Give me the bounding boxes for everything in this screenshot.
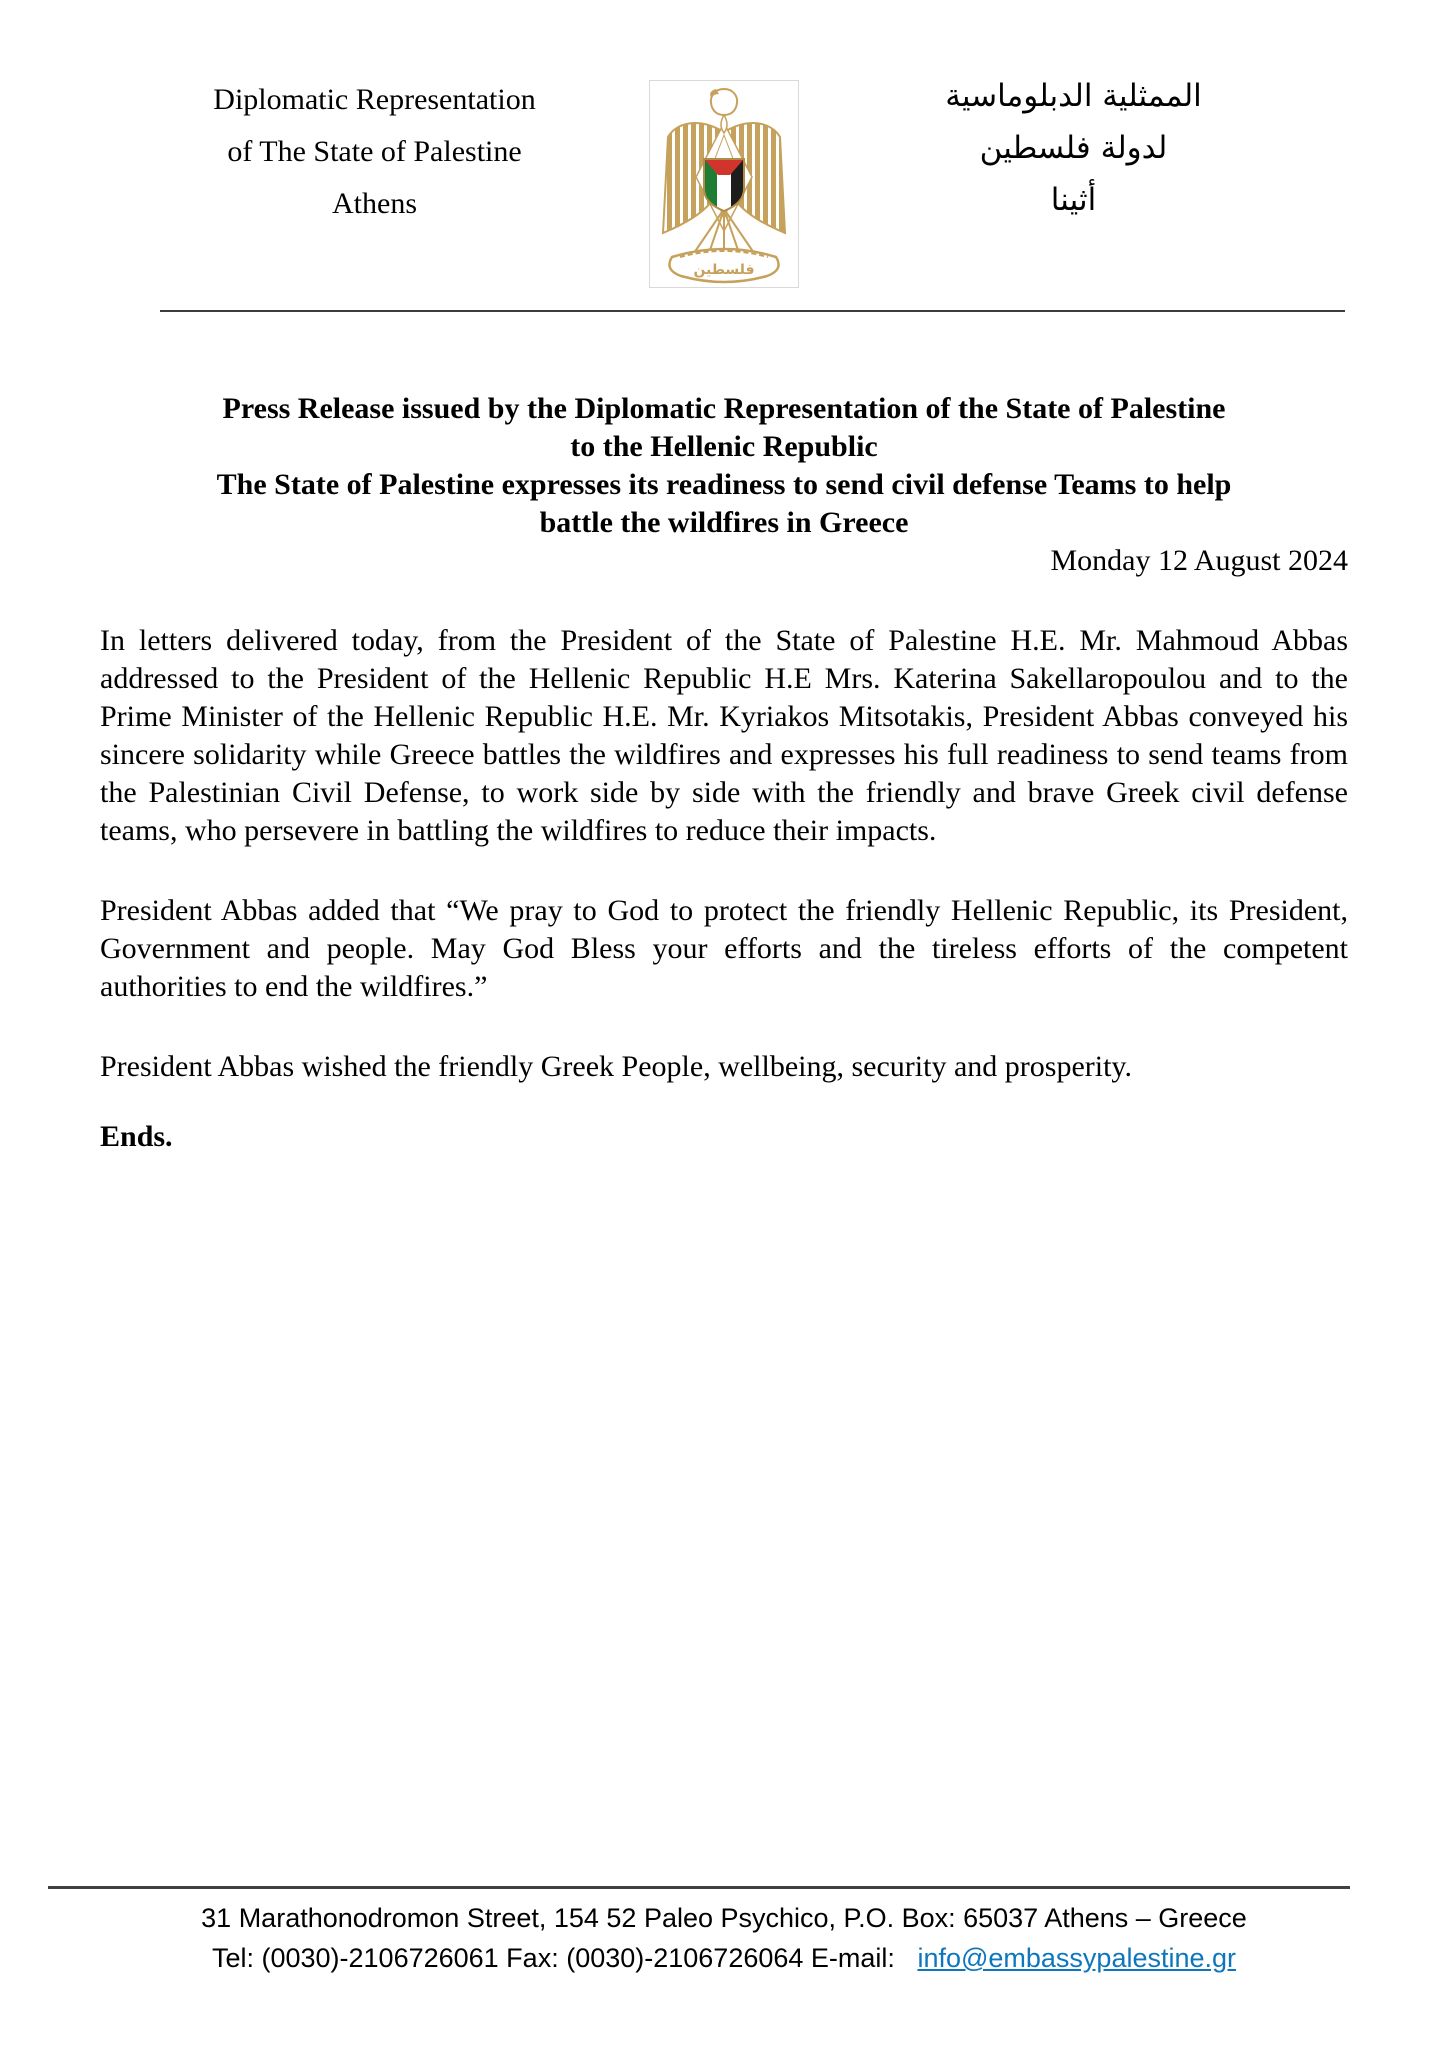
footer bbox=[0, 1898, 1448, 1978]
body-paragraph: President Abbas wished the friendly Greek People, wellbeing, security and prosperity. bbox=[100, 1050, 1132, 1083]
palestine-coat-of-arms-icon bbox=[650, 81, 798, 287]
body-paragraph: In letters delivered today, from the President of the State of Palestine H.E. Mr. Mahmoud Abbas addressed to the President of the Hellenic Republic H.E Mrs. Katerina Sakellaropoulou and to the Prime Minister of the Hellenic Republic H.E. Mr. Kyriakos Mitsotakis, President Abbas conveyed his sincere solidarity while Greece battles the wildfires and expresses his full readiness to send teams from the Palestinian Civil Defense, to work side by side with the friendly and brave Greek civil defense teams, who persevere in battling the wildfires to reduce their impacts. bbox=[100, 624, 1348, 847]
org-name-ar-line3: أثينا bbox=[1050, 182, 1097, 218]
logo-banner-text: فلسطين bbox=[693, 262, 755, 278]
letterhead bbox=[0, 0, 1448, 288]
ends-marker: Ends. bbox=[100, 1120, 173, 1153]
header-divider bbox=[160, 310, 1345, 312]
release-body bbox=[100, 622, 1348, 1156]
footer-email-link[interactable]: info@embassypalestine.gr bbox=[917, 1943, 1237, 1973]
spacer bbox=[902, 1943, 910, 1973]
org-name-en-line3: Athens bbox=[332, 187, 417, 220]
org-name-en-line2: of The State of Palestine bbox=[227, 135, 522, 168]
footer-contact-line bbox=[0, 1938, 1448, 1978]
release-date: Monday 12 August 2024 bbox=[1050, 544, 1348, 577]
org-name-en-line1: Diplomatic Representation bbox=[213, 83, 536, 116]
footer-divider bbox=[48, 1886, 1350, 1889]
footer-contact-label: Tel: (0030)-2106726061 Fax: (0030)-2106726064 E-mail: bbox=[211, 1943, 895, 1973]
title-line1: Press Release issued by the Diplomatic Representation of the State of Palestine bbox=[222, 392, 1226, 425]
subtitle-line2: battle the wildfires in Greece bbox=[539, 506, 909, 539]
org-name-english bbox=[100, 60, 649, 230]
title-line2: to the Hellenic Republic bbox=[570, 430, 878, 463]
coat-of-arms-logo bbox=[649, 80, 799, 288]
press-release-heading bbox=[100, 390, 1348, 542]
org-name-arabic bbox=[799, 60, 1348, 226]
org-name-ar-line2: لدولة فلسطين bbox=[979, 130, 1168, 166]
org-name-ar-line1: الممثلية الدبلوماسية bbox=[945, 78, 1202, 114]
footer-address: 31 Marathonodromon Street, 154 52 Paleo Psychico, P.O. Box: 65037 Athens – Greece bbox=[201, 1903, 1247, 1933]
subtitle-line1: The State of Palestine expresses its readiness to send civil defense Teams to help bbox=[216, 468, 1232, 501]
body-paragraph: President Abbas added that “We pray to God to protect the friendly Hellenic Republic, its President, Government and people. May God Bless your efforts and the tireless efforts of the competent authorities to end the wildfires.” bbox=[100, 894, 1348, 1003]
